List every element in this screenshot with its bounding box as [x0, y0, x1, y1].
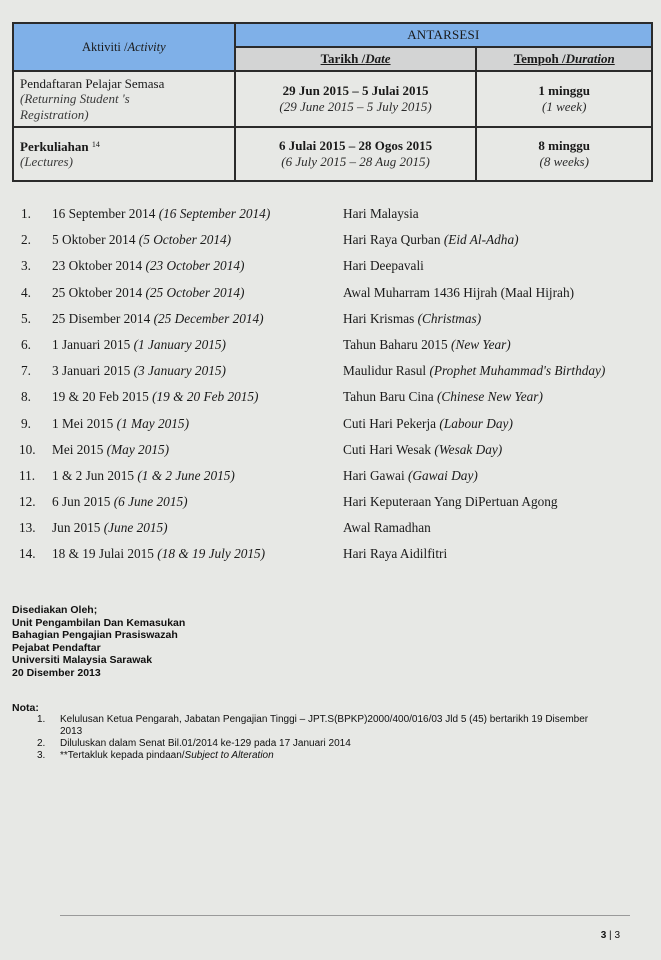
prepared-by-unit: Unit Pengambilan Dan Kemasukan — [12, 616, 186, 629]
list-item: 10. Mei 2015 (May 2015) Cuti Hari Wesak (Wesak Day) — [19, 441, 503, 457]
date-cell: 6 Julai 2015 – 28 Ogos 2015 (6 July 2015 – 28 Aug 2015) — [235, 127, 477, 181]
duration-header: Tempoh /Duration — [476, 47, 652, 71]
prepared-by-heading: Disediakan Oleh; — [12, 604, 98, 616]
date-header: Tarikh /Date — [235, 47, 477, 71]
list-item: 9. 1 Mei 2015 (1 May 2015) Cuti Hari Pekerja (Labour Day) — [21, 415, 513, 431]
prepared-by-university: Universiti Malaysia Sarawak — [12, 654, 153, 667]
list-item: 12. 6 Jun 2015 (6 June 2015) Hari Keputeraan Yang DiPertuan Agong — [19, 494, 558, 510]
date-cell: 29 Jun 2015 – 5 Julai 2015 (29 June 2015 – 5 July 2015) — [235, 71, 477, 127]
list-item: 5. 25 Disember 2014 (25 December 2014) Hari Krismas (Christmas) — [21, 310, 482, 326]
note-item: 2. Diluluskan dalam Senat Bil.01/2014 ke-129 pada 17 Januari 2014 — [37, 738, 351, 749]
notes-list — [0, 714, 661, 762]
prepared-by-block — [12, 604, 185, 680]
antarsesi-header: ANTARSESI — [235, 23, 652, 47]
duration-cell: 1 minggu (1 week) — [476, 71, 652, 127]
list-item: 4. 25 Oktober 2014 (25 October 2014) Awal Muharram 1436 Hijrah (Maal Hijrah) — [21, 284, 575, 300]
schedule-table — [12, 22, 653, 182]
list-item: 3. 23 Oktober 2014 (23 October 2014) Hari Deepavali — [21, 258, 424, 274]
holiday-list — [0, 202, 661, 569]
list-item: 14. 18 & 19 Julai 2015 (18 & 19 July 2015) Hari Raya Aidilfitri — [19, 546, 448, 562]
list-item: 1. 16 September 2014 (16 September 2014) Hari Malaysia — [21, 206, 419, 221]
list-item: 7. 3 Januari 2015 (3 January 2015) Maulidur Rasul (Prophet Muhammad's Birthday) — [21, 363, 606, 379]
activity-cell: Perkuliahan $^{14}$ (Lectures) — [13, 127, 235, 181]
footer-divider — [60, 915, 630, 916]
list-item: 6. 1 Januari 2015 (1 January 2015) Tahun Baharu 2015 (New Year) — [21, 336, 511, 352]
prepared-by-office: Pejabat Pendaftar — [12, 641, 101, 654]
page-number: 3 | 3 — [600, 930, 620, 941]
notes-heading: Nota: — [12, 702, 39, 714]
note-item: 1. Kelulusan Ketua Pengarah, Jabatan Pengajian Tinggi – JPT.S(BPKP)2000/400/016/03 Jld 5 (45) bertarikh 19 Disember 2013 — [37, 714, 589, 737]
list-item: 8. 19 & 20 Feb 2015 (19 & 20 Feb 2015) Tahun Baru Cina (Chinese New Year) — [21, 389, 543, 405]
table-row — [13, 127, 652, 181]
list-item: 11. 1 & 2 Jun 2015 (1 & 2 June 2015) Hari Gawai (Gawai Day) — [19, 467, 478, 483]
duration-cell: 8 minggu (8 weeks) — [476, 127, 652, 181]
prepared-by-division: Bahagian Pengajian Prasiswazah — [12, 629, 178, 642]
activity-cell: Pendaftaran Pelajar Semasa (Returning Student 's Registration) — [13, 71, 235, 127]
table-row — [13, 71, 652, 127]
list-item: 13. Jun 2015 (June 2015) Awal Ramadhan — [19, 520, 431, 536]
list-item: 2. 5 Oktober 2014 (5 October 2014) Hari Raya Qurban (Eid Al-Adha) — [21, 232, 519, 248]
prepared-by-date: 20 Disember 2013 — [12, 666, 101, 679]
note-item: 3. **Tertakluk kepada pindaan/Subject to Alteration — [37, 750, 274, 761]
activity-header: Aktiviti /Activity — [13, 23, 235, 71]
